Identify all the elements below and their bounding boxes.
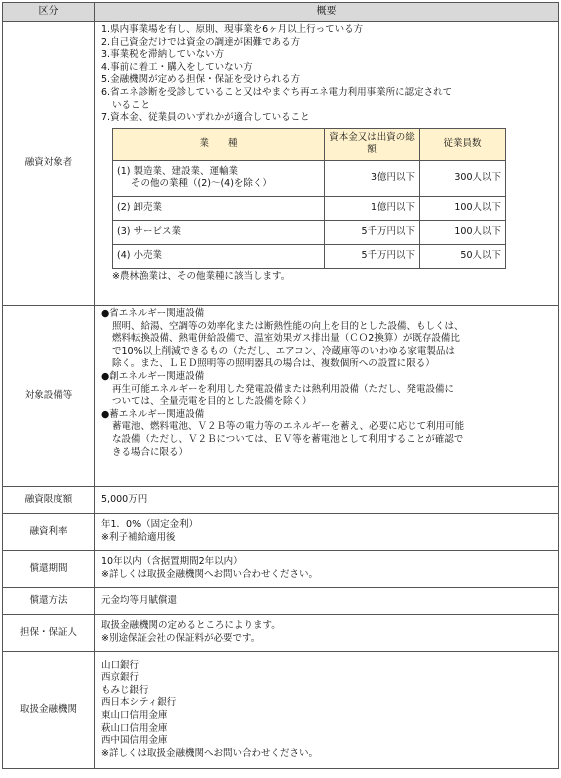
limit-label: 融資限度額 [3,487,95,514]
list-item: 萩山口信用金庫 [101,722,168,734]
table-row [113,244,506,268]
equipment-line: な設備（ただし、Ｖ２Ｂについては、ＥＶ等を蓄電池として利用することが確認で [112,433,464,445]
employees-cell: 50人以下 [420,244,506,268]
banks-content [95,652,559,769]
employees-cell: 300人以下 [420,160,506,196]
row-method [3,588,559,615]
method-value: 元金均等月賦償還 [95,588,559,615]
equipment-line: 除く。また、ＬＥＤ照明等の照明器具の場合は、複数個所への設置に限る） [112,358,435,370]
guarantee-value: 取扱金融機関の定めるところによります。 [101,620,281,632]
equipment-label: 対象設備等 [3,306,95,487]
equipment-line: 再生可能エネルギーを利用した発電設備または熱利用設備（ただし、発電設備に [112,383,455,395]
guarantee-note: ※別途保証会社の保証料が必要です。 [101,633,261,644]
list-item: 西京銀行 [101,672,140,684]
equipment-line: で10%以上削減できるもの（ただし、エアコン、冷蔵庫等のいわゆる家電製品は [112,345,455,357]
eligible-note: ※農林漁業は、その他業種に該当します。 [112,270,291,282]
period-note: ※詳しくは取扱金融機関へお問い合わせください。 [101,569,318,580]
eligible-content [95,22,559,306]
size-criteria-header [113,128,506,160]
equipment-line: きる場合に限る） [112,446,189,458]
header-summary: 概要 [95,3,559,22]
employees-header: 従業員数 [420,128,506,160]
table-row [113,196,506,220]
eligible-item: 7.資本金、従業員のいずれかが適合していること [101,112,310,124]
list-item: 山口銀行 [101,659,140,671]
eligible-label: 融資対象者 [3,22,95,306]
eligible-item: 4.事前に着工・購入をしていない方 [101,61,253,73]
equipment-line: 燃料転換設備、熱電併給設備で、温室効果ガス排出量（ＣＯ2換算）が既存設備比 [112,333,460,345]
guarantee-label: 担保・保証人 [3,615,95,652]
equipment-line: 照明、給湯、空調等の効率化または断熱性能の向上を目的とした設備、もしくは、 [112,320,464,332]
industry-name-detail: その他の業種（(2)～(4)を除く） [131,178,272,190]
loan-overview-table [2,2,559,769]
row-guarantee [3,615,559,652]
industry-name: (1) 製造業、建設業、運輸業 [117,165,238,177]
equipment-content [95,306,559,487]
row-eligible [3,22,559,306]
banks-note: ※詳しくは取扱金融機関へお問い合わせください。 [101,747,318,759]
row-rate [3,514,559,551]
employees-cell: 100人以下 [420,220,506,244]
list-item: 東山口信用金庫 [101,710,168,721]
method-label: 償還方法 [3,588,95,615]
capital-header: 資本金又は出資の総額 [325,128,420,160]
eligible-item: 1.県内事業場を有し、原則、現事業を6ヶ月以上行っている方 [101,24,364,35]
row-banks [3,652,559,769]
row-limit [3,487,559,514]
table-row [113,160,506,196]
equipment-line: 蓄電池、燃料電池、Ｖ２Ｂ等の電力等のエネルギーを蓄え、必要に応じて利用可能 [112,421,465,433]
industry-header: 業 種 [113,128,325,160]
guarantee-content [95,615,559,652]
equipment-line: ついては、全量売電を目的とした設備を除く） [112,396,312,408]
list-item: もみじ銀行 [101,684,149,696]
period-content [95,551,559,588]
size-criteria-table [112,128,506,269]
list-item: 西中国信用金庫 [101,735,168,747]
equipment-group-title: ●蓄エネルギー関連設備 [101,408,205,420]
row-equipment [3,306,559,487]
eligible-item-continued: いること [112,99,151,111]
equipment-group-title: ●創エネルギー関連設備 [101,370,205,382]
rate-label: 融資利率 [3,514,95,551]
table-row [113,220,506,244]
rate-value: 年1．0%（固定金利） [101,519,199,531]
industry-name: (2) 卸売業 [113,196,325,220]
eligible-item: 6.省エネ診断を受診していること又はやまぐち再エネ電力利用事業所に認定されて [101,86,453,98]
eligible-item: 5.金融機関が定める担保・保証を受けられる方 [101,74,301,86]
header-category: 区分 [3,3,95,22]
capital-cell: 5千万円以下 [325,220,420,244]
list-item: 西日本シティ銀行 [101,697,177,709]
capital-cell: 3億円以下 [325,160,420,196]
banks-label: 取扱金融機関 [3,652,95,769]
eligible-item: 2.自己資金だけでは資金の調達が困難である方 [101,36,301,48]
eligible-item: 3.事業税を滞納していない方 [101,49,225,61]
period-label: 償還期間 [3,551,95,588]
employees-cell: 100人以下 [420,196,506,220]
industry-name: (4) 小売業 [113,244,325,268]
capital-cell: 1億円以下 [325,196,420,220]
period-value: 10年以内（含据置期間2年以内） [101,556,243,568]
rate-note: ※利子補給適用後 [101,532,176,543]
rate-content [95,514,559,551]
capital-cell: 5千万円以下 [325,244,420,268]
limit-value: 5,000万円 [95,487,559,514]
industry-cell [113,160,325,196]
header-row [3,3,559,22]
row-period [3,551,559,588]
industry-name: (3) サービス業 [113,220,325,244]
equipment-group-title: ●省エネルギー関連設備 [101,308,205,319]
